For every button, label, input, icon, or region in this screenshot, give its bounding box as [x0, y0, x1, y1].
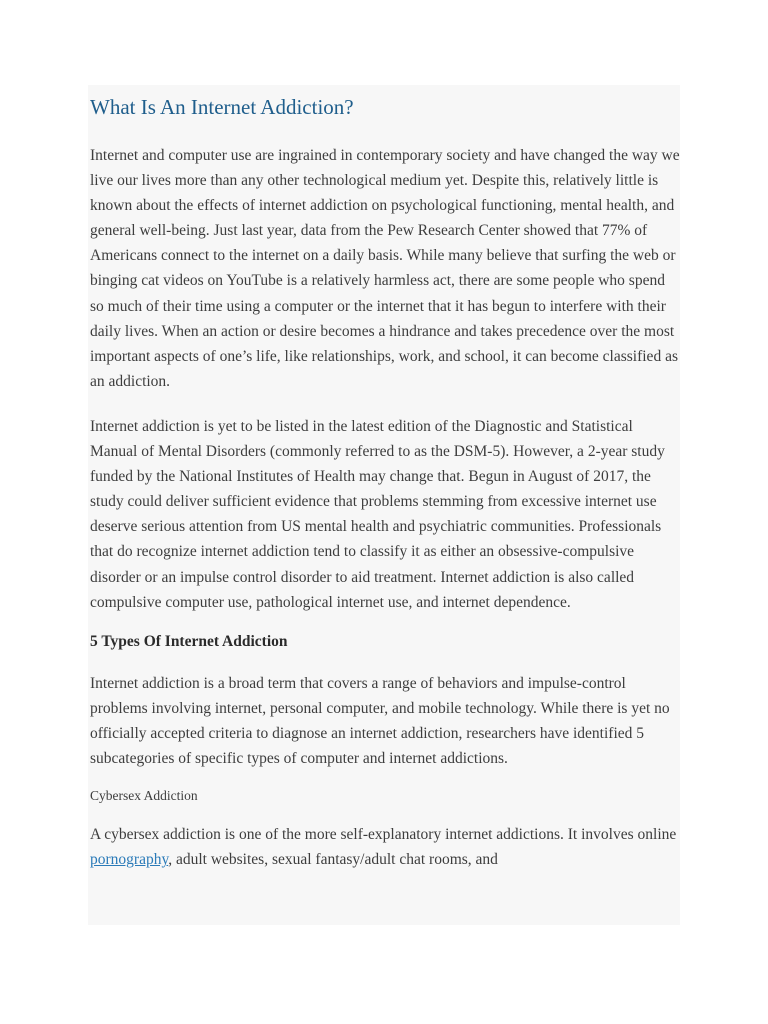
paragraph-broad-term: Internet addiction is a broad term that covers a range of behaviors and impulse-control problems involving internet, personal computer, and mobile technology. While there is yet no officially accepted criteria to diagnose an internet addiction, researchers have identified 5 subcategories of specific types of computer and internet addictions.	[90, 674, 670, 767]
heading-cybersex-addiction: Cybersex Addiction	[90, 788, 198, 804]
paragraph-intro: Internet and computer use are ingrained in contemporary society and have changed the way we live our lives more than any other technological medium yet. Despite this, relatively little is known about the effects of internet addiction on psychological functioning, mental health, and general well-being. Just last year, data from the Pew Research Center showed that 77% of Americans connect to the internet on a daily basis. While many believe that surfing the web or binging cat videos on YouTube is a relatively harmless act, there are some people who spend so much of their time using a computer or the internet that it has begun to interfere with their daily lives. When an action or desire becomes a hindrance and takes precedence over the most important aspects of one’s life, like relationships, work, and school, it can become classified as an addiction.	[90, 147, 680, 390]
heading-types-of-addiction: 5 Types Of Internet Addiction	[90, 632, 288, 650]
paragraph-cybersex	[90, 822, 680, 872]
article	[90, 90, 680, 872]
paragraph-cybersex-text-start: A cybersex addiction is one of the more self-explanatory internet addictions. It involves online	[90, 826, 677, 844]
paragraph-cybersex-text-end: , adult websites, sexual fantasy/adult chat rooms, and	[168, 851, 498, 869]
pornography-link[interactable]: pornography	[90, 851, 169, 869]
paragraph-dsm: Internet addiction is yet to be listed in the latest edition of the Diagnostic and Statistical Manual of Mental Disorders (commonly referred to as the DSM-5). However, a 2-year study funded by the National Institutes of Health may change that. Begun in August of 2017, the study could deliver sufficient evidence that problems stemming from excessive internet use deserve serious attention from US mental health and psychiatric communities. Professionals that do recognize internet addiction tend to classify it as either an obsessive-compulsive disorder or an impulse control disorder to aid treatment. Internet addiction is also called compulsive computer use, pathological internet use, and internet dependence.	[90, 417, 665, 611]
article-title: What Is An Internet Addiction?	[90, 95, 354, 119]
